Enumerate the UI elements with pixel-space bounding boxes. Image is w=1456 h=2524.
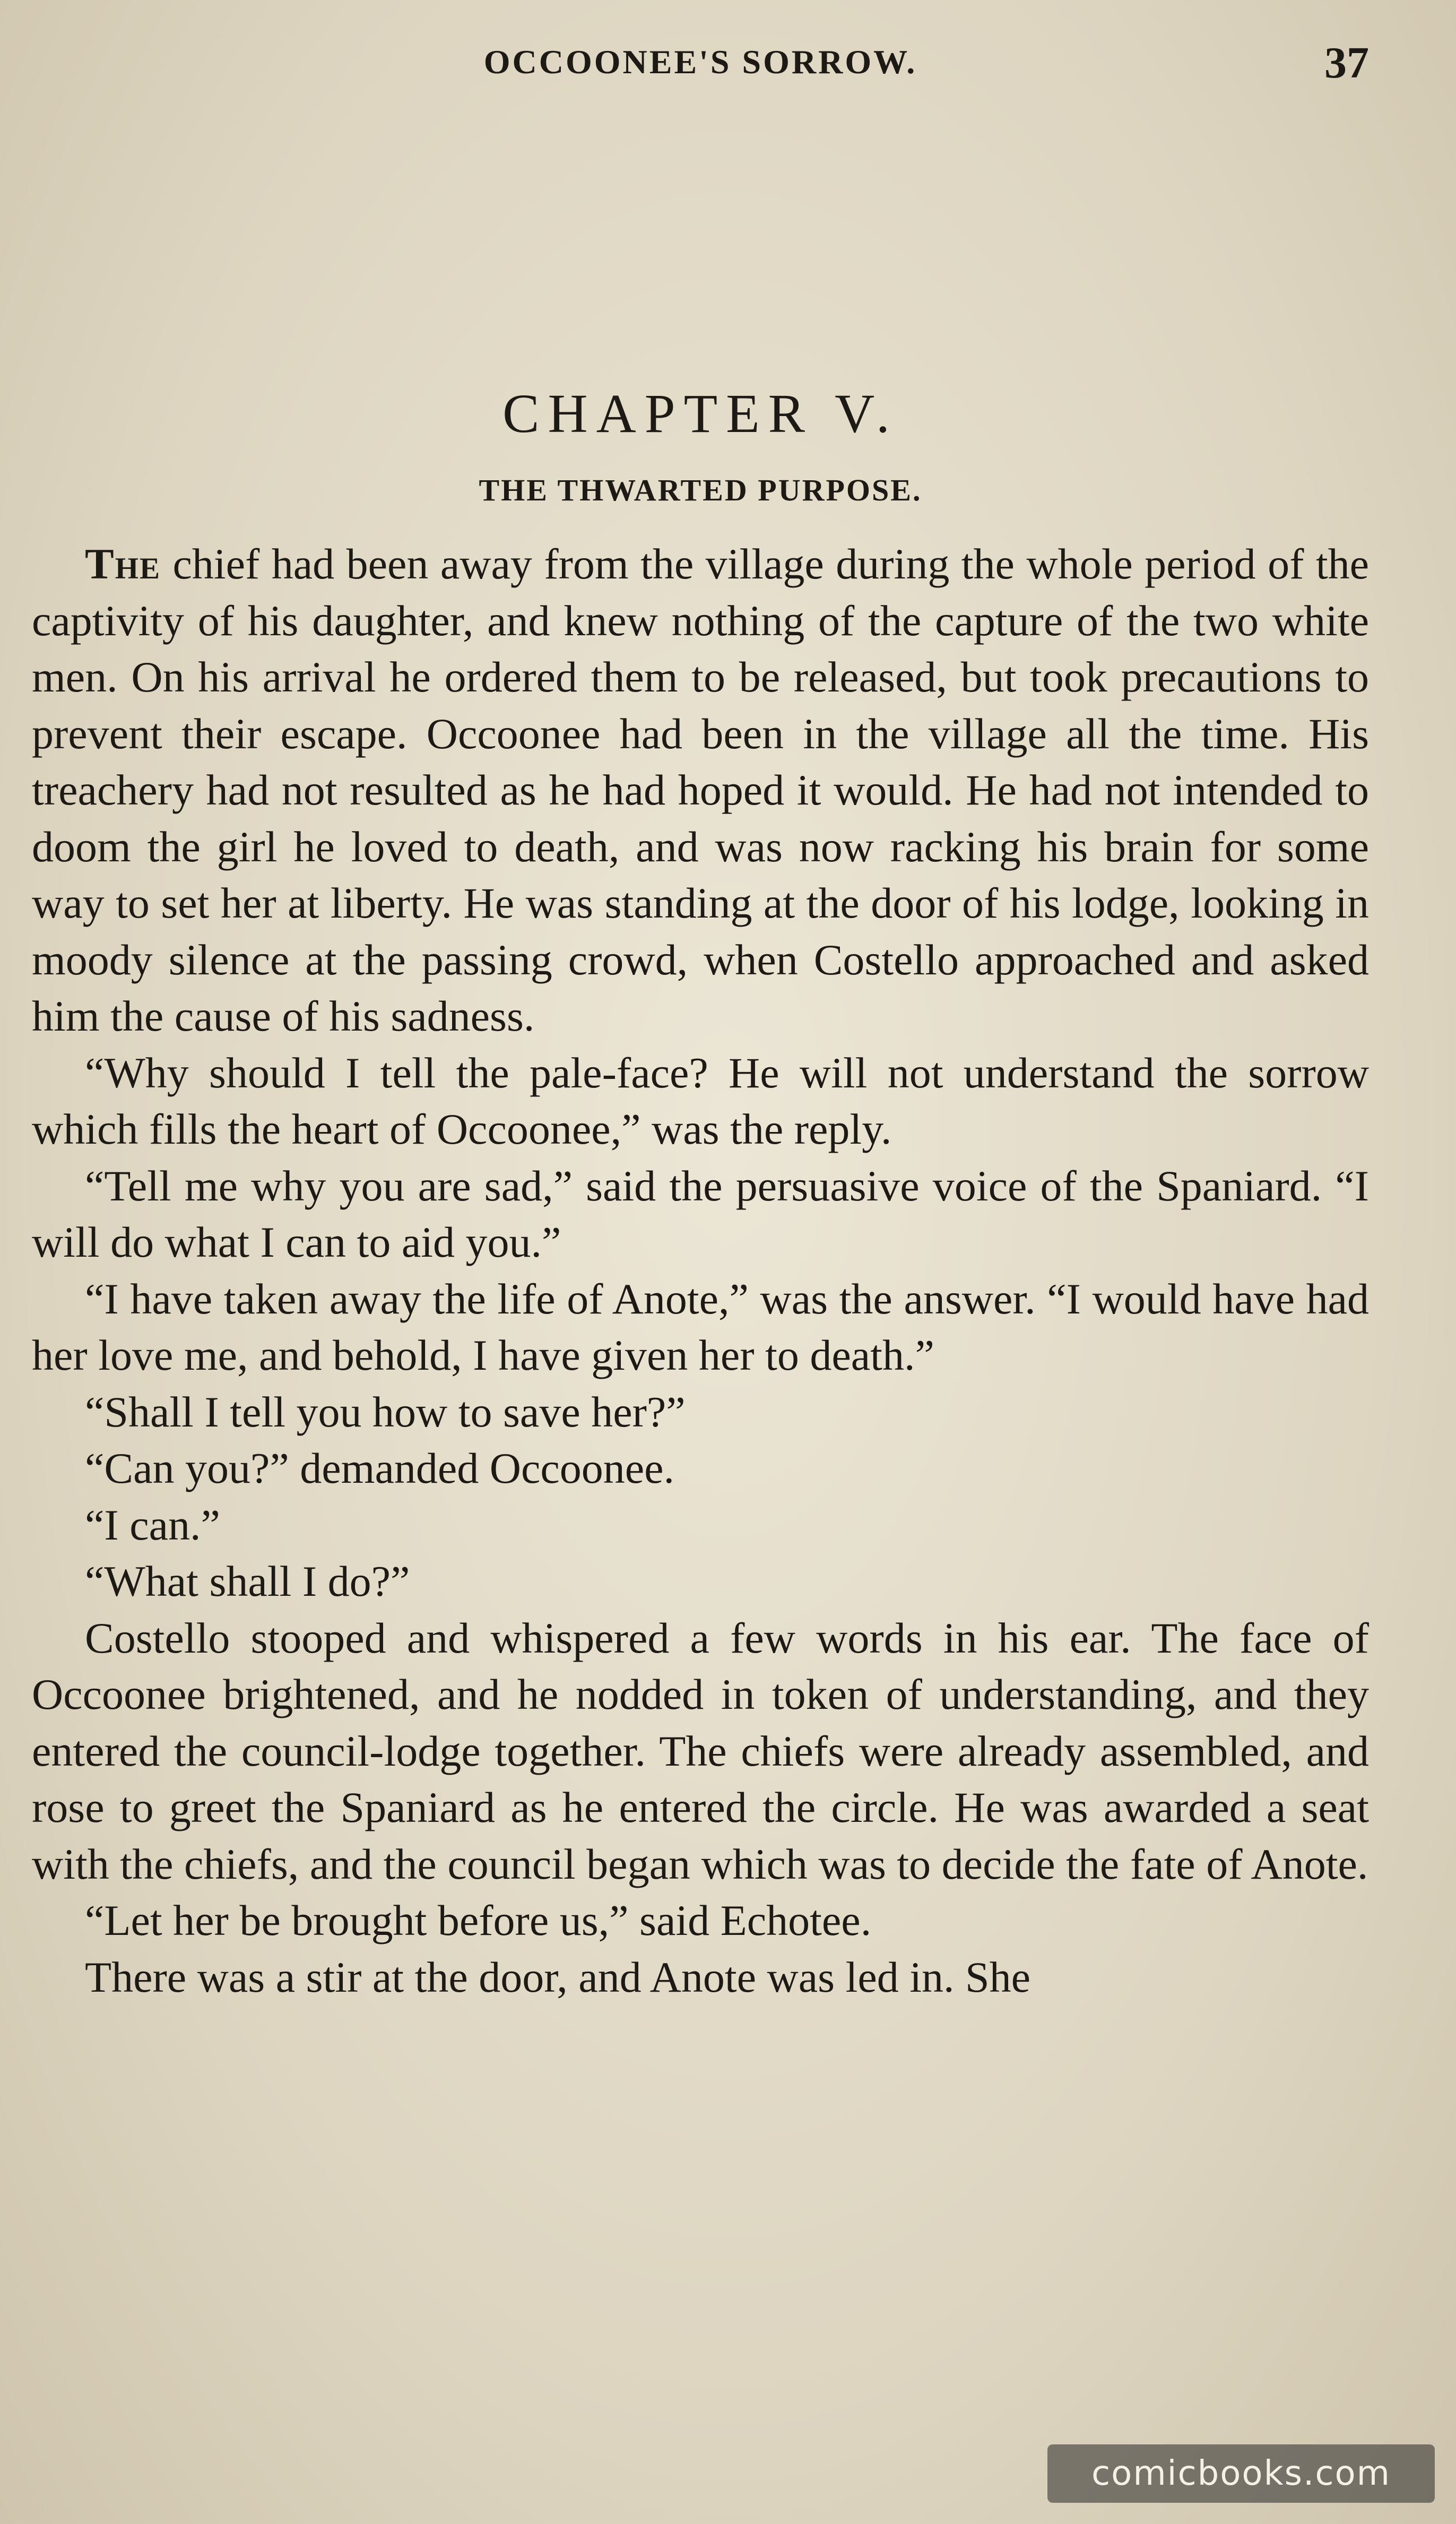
paragraph: “Tell me why you are sad,” said the persuasive voice of the Spaniard. “I will do what I can to aid you.” — [32, 1161, 1369, 1266]
paragraph: “Shall I tell you how to save her?” — [85, 1387, 686, 1436]
page-number: 37 — [1324, 38, 1369, 88]
running-head — [32, 37, 1369, 101]
paragraph: “Can you?” demanded Occoonee. — [85, 1444, 675, 1492]
paragraph — [32, 536, 1369, 1045]
paragraph: “Why should I tell the pale-face? He will not understand the sorrow which fills the heart of Occoonee,” was the reply. — [32, 1048, 1369, 1153]
watermark: comicbooks.com — [1047, 2444, 1435, 2503]
paragraph: “Let her be brought before us,” said Echotee. — [85, 1896, 872, 1944]
paragraph-text: chief had been away from the village during the whole period of the captivity of his daughter, and knew nothing of the capture of the two white men. On his arrival he ordered them to be released, but took precautions to prevent their escape. Occoonee had been in the village all the time. His treachery had not resulted as he had hoped it would. He had not intended to doom the girl he loved to death, and was now racking his brain for some way to set her at liberty. He was standing at the door of his lodge, looking in moody silence at the passing crowd, when Costello approached and asked him the cause of his sadness. — [32, 540, 1369, 1040]
running-title: OCCOONEE'S SORROW. — [483, 43, 917, 81]
paragraph: “I have taken away the life of Anote,” was the answer. “I would have had her love me, and behold, I have given her to death.” — [32, 1274, 1369, 1379]
paragraph: Costello stooped and whispered a few words in his ear. The face of Occoonee brightened, and he nodded in token of understanding, and they entered the council-lodge together. The chiefs were already assembled, and rose to greet the Spaniard as he entered the circle. He was awarded a seat with the chiefs, and the council began which was to decide the fate of Anote. — [32, 1613, 1369, 1888]
body-text — [32, 536, 1369, 2006]
chapter-title: CHAPTER V. — [502, 383, 898, 444]
paragraph: There was a stir at the door, and Anote was led in. She — [85, 1952, 1031, 2001]
chapter-subtitle: THE THWARTED PURPOSE. — [479, 473, 922, 507]
paragraph: “What shall I do?” — [85, 1557, 410, 1605]
paragraph: “I can.” — [85, 1500, 220, 1549]
paragraph-lead-word: The — [85, 540, 161, 588]
